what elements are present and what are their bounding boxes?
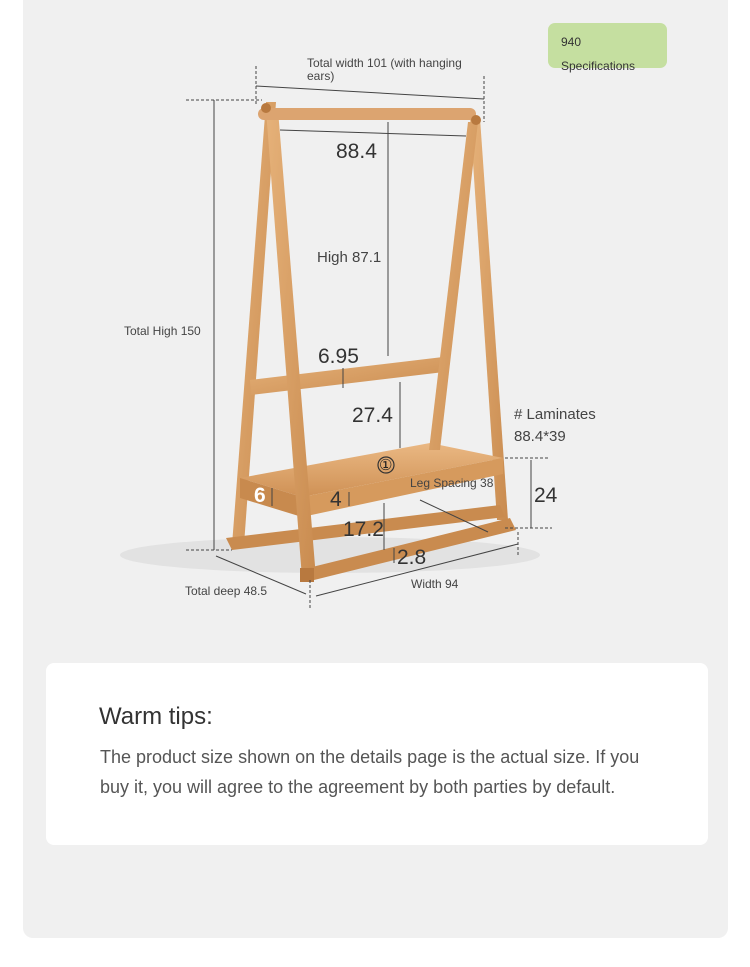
warm-tips-panel	[46, 663, 708, 845]
bar-width-label: 88.4	[336, 140, 377, 163]
shelf-marker: ①	[379, 457, 393, 474]
tips-body: The product size shown on the details page is the actual size. If you buy it, you will agree to the agreement by both parties by default.	[100, 747, 640, 797]
seventeen-label: 17.2	[343, 518, 384, 541]
laminates-title: # Laminates	[514, 406, 596, 423]
badge-number: 940	[561, 35, 582, 49]
twenty-four-label: 24	[534, 484, 558, 507]
four-label: 4	[330, 488, 342, 511]
six-label: 6	[254, 484, 266, 507]
width-label: Width 94	[411, 577, 459, 591]
leg-spacing-label: Leg Spacing 38	[410, 476, 494, 490]
laminates-size: 88.4*39	[514, 428, 566, 445]
two-eight-label: 2.8	[397, 546, 427, 569]
high-label: High 87.1	[317, 249, 382, 266]
gap-label: 27.4	[352, 404, 393, 427]
front-foot	[300, 568, 314, 582]
total-deep-label: Total deep 48.5	[185, 584, 268, 598]
bar-height-label: 6.95	[318, 345, 359, 368]
badge-label: Specifications	[561, 59, 636, 73]
tips-title: Warm tips:	[99, 703, 213, 730]
total-width-label: Total width 101 (with hanging ears)	[307, 56, 462, 83]
total-high-label: Total High 150	[124, 324, 201, 338]
front-right-leg	[429, 122, 478, 450]
hanging-rod	[258, 108, 476, 120]
